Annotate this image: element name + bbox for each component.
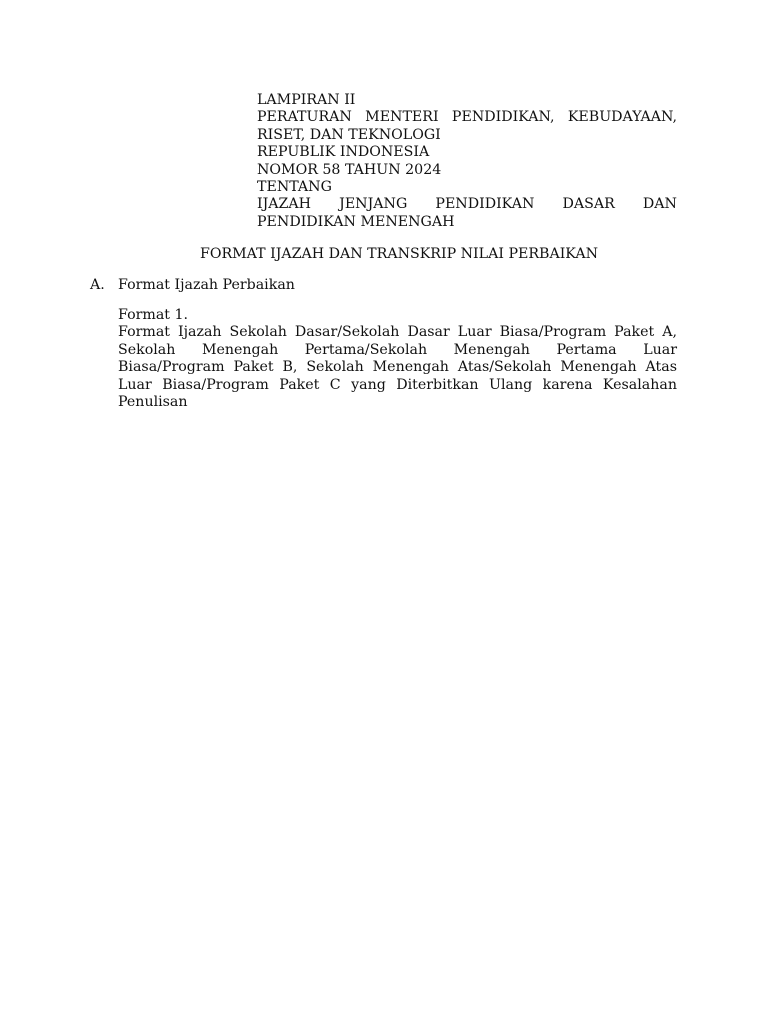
section-heading: Format Ijazah Perbaikan (118, 277, 295, 293)
format-description: Format Ijazah Sekolah Dasar/Sekolah Dasar Luar Biasa/Program Paket A, Sekolah Menengah Pertama/Sekolah Menengah Pertama Luar Biasa/Program Paket B, Sekolah Menengah Atas/Sekolah Menengah Atas Luar Biasa/Program Paket C yang Diterbitkan Ulang karena Kesalahan Penulisan (118, 324, 677, 411)
subject-line (257, 196, 677, 213)
regulation-word: MENTERI (365, 109, 439, 126)
subject-word: DASAR (562, 196, 615, 213)
subject-word: JENJANG (339, 196, 408, 213)
section-marker: A. (90, 277, 105, 293)
subject-word: IJAZAH (257, 196, 312, 213)
attachment-header (257, 92, 677, 231)
regulation-word: KEBUDAYAAN, (567, 109, 677, 126)
format-block (118, 307, 677, 411)
subject-word: PENDIDIKAN (435, 196, 535, 213)
format-label: Format 1. (118, 307, 189, 323)
regulation-title-continued: RISET, DAN TEKNOLOGI (257, 126, 441, 143)
document-title: FORMAT IJAZAH DAN TRANSKRIP NILAI PERBAIKAN (199, 246, 598, 262)
about-label: TENTANG (257, 179, 332, 196)
regulation-word: PENDIDIKAN, (451, 109, 555, 126)
subject-continued: PENDIDIKAN MENENGAH (257, 213, 455, 230)
regulation-number: NOMOR 58 TAHUN 2024 (257, 161, 442, 178)
country-name: REPUBLIK INDONESIA (257, 144, 430, 161)
regulation-title-line (257, 109, 677, 126)
regulation-word: PERATURAN (257, 109, 352, 126)
subject-word: DAN (642, 196, 677, 213)
attachment-label: LAMPIRAN II (257, 92, 356, 108)
